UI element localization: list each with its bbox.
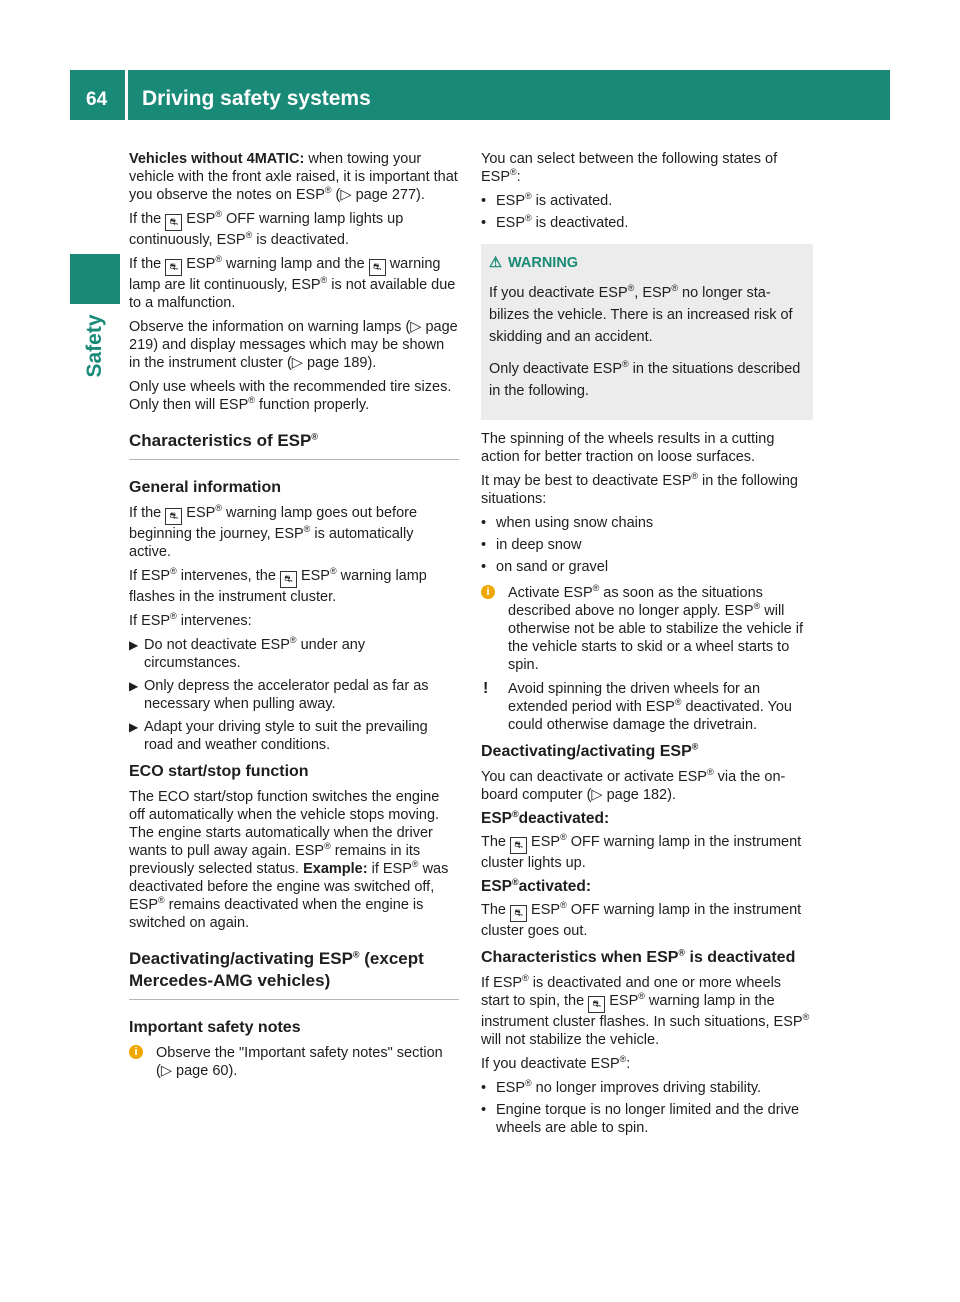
- page-number: 64: [86, 89, 108, 110]
- step-arrow-icon: ▶: [129, 638, 139, 652]
- paragraph: Observe the information on warning lamps (▷ page 219) and display messages which may be shown in the instrument cluster (▷ page 189).: [129, 319, 458, 371]
- paragraph: The spinning of the wheels results in a cutting action for better traction on loose surfaces.: [481, 431, 775, 465]
- esp-off-lamp-icon: ⛐: [510, 837, 527, 854]
- bullet-icon: •: [481, 515, 487, 531]
- info-note: i Observe the "Important safety notes" section (▷ page 60).: [129, 1044, 459, 1080]
- side-tab: [62, 312, 128, 378]
- instruction-step: ▶ Adapt your driving style to suit the prevailing road and weather conditions.: [129, 719, 428, 753]
- esp-lamp-icon: ⛐: [588, 996, 605, 1013]
- info-icon: i: [481, 585, 495, 599]
- subsection-heading: Deactivating/activating ESP®: [481, 741, 699, 760]
- bullet-icon: •: [481, 1080, 487, 1096]
- page-ref-icon: ▷: [291, 355, 303, 371]
- subsection-heading: General information: [129, 479, 282, 496]
- instruction-step: ▶ Do not deactivate ESP® under any circumstances.: [129, 635, 366, 671]
- side-tab-label: Safety: [83, 314, 106, 378]
- bullet-icon: •: [481, 1102, 487, 1118]
- subsection-heading: Characteristics when ESP® is deactivated: [481, 947, 796, 966]
- paragraph: If ESP® is deactivated and one or more wheels start to spin, the ⛐ ESP® warning lamp in the instrument cluster flashes. In such situations, ESP® will not stabilize the vehicle.: [481, 973, 810, 1048]
- page-ref-icon: ▷: [160, 1063, 172, 1079]
- exclamation-icon: !: [483, 680, 489, 697]
- info-note: i Activate ESP® as soon as the situations described above no longer apply. ESP® will otherwise not be able to stabilize the vehicle if the vehicle starts to skid or a wheel starts to spin.: [481, 584, 813, 674]
- bullet-icon: •: [481, 537, 487, 553]
- section-heading: Deactivating/activating ESP® (except Mercedes-AMG vehicles): [129, 948, 459, 1000]
- esp-off-lamp-icon: ⛐: [510, 905, 527, 922]
- list-item: • ESP® no longer improves driving stability.: [481, 1078, 762, 1096]
- esp-off-lamp-icon: ⛐: [369, 259, 386, 276]
- list-item: • in deep snow: [481, 537, 582, 553]
- bullet-icon: •: [481, 559, 487, 575]
- subsection-heading: Important safety notes: [129, 1019, 301, 1036]
- paragraph: You can deactivate or activate ESP® via the on-board computer (▷ page 182).: [481, 767, 786, 803]
- warning-box: [481, 244, 813, 420]
- paragraph: The ⛐ ESP® OFF warning lamp in the instrument cluster lights up.: [481, 832, 802, 871]
- list-item: • when using snow chains: [481, 515, 654, 531]
- caution-note: ! Avoid spinning the driven wheels for an extended period with ESP® deactivated. You could otherwise damage the drivetrain.: [483, 680, 792, 733]
- paragraph: If the ⛐ ESP® warning lamp and the ⛐ warning lamp are lit continuously, ESP® is not available due to a malfunction.: [129, 254, 456, 311]
- esp-lamp-icon: ⛐: [165, 259, 182, 276]
- info-icon: i: [129, 1045, 143, 1059]
- instruction-step: ▶ Only depress the accelerator pedal as far as necessary when pulling away.: [129, 678, 429, 712]
- paragraph: If ESP® intervenes, the ⛐ ESP® warning lamp flashes in the instrument cluster.: [129, 566, 427, 605]
- page-header: [70, 70, 890, 120]
- paragraph: If the ⛐ ESP® warning lamp goes out before beginning the journey, ESP® is automatically active.: [129, 503, 418, 560]
- step-arrow-icon: ▶: [129, 720, 139, 734]
- paragraph: If you deactivate ESP®:: [481, 1054, 631, 1072]
- section-heading: Characteristics of ESP®: [129, 430, 459, 460]
- esp-off-lamp-icon: ⛐: [165, 214, 182, 231]
- subsection-heading: ECO start/stop function: [129, 763, 309, 780]
- step-arrow-icon: ▶: [129, 679, 139, 693]
- list-item: • ESP® is deactivated.: [481, 213, 629, 231]
- page-ref-icon: ▷: [410, 319, 422, 335]
- esp-lamp-icon: ⛐: [165, 508, 182, 525]
- page-ref-icon: ▷: [591, 787, 603, 803]
- right-column: [481, 150, 813, 1141]
- paragraph: The ECO start/stop function switches the engine off automatically when the vehicle stops moving. The engine starts automatically when the driver wants to pull away again. ESP® remains in its previously selected status. Example: if ESP® was deactivated before the engine was switched off, ESP® remains deactivated when the engine is switched on again.: [129, 789, 449, 931]
- paragraph: Vehicles without 4MATIC: when towing your vehicle with the front axle raised, it is important that you observe the notes on ESP® (▷ page 277).: [129, 151, 458, 203]
- subheading: ESP®deactivated:: [481, 808, 610, 827]
- header-title: Driving safety systems: [142, 87, 371, 110]
- warning-triangle-icon: ⚠: [489, 255, 502, 271]
- warning-title: ⚠ WARNING: [489, 255, 579, 271]
- paragraph: Only use wheels with the recommended tire sizes. Only then will ESP® function properly.: [129, 379, 452, 413]
- list-item: • Engine torque is no longer limited and the drive wheels are able to spin.: [481, 1102, 800, 1136]
- side-tab-block: [70, 254, 120, 304]
- left-column: [129, 150, 459, 1086]
- header-divider: [125, 70, 128, 120]
- paragraph: If the ⛐ ESP® OFF warning lamp lights up continuously, ESP® is deactivated.: [129, 209, 404, 248]
- list-item: • ESP® is activated.: [481, 191, 613, 209]
- esp-lamp-icon: ⛐: [280, 571, 297, 588]
- paragraph: It may be best to deactivate ESP® in the following situations:: [481, 471, 798, 507]
- page-ref-icon: ▷: [340, 187, 352, 203]
- paragraph: The ⛐ ESP® OFF warning lamp in the instrument cluster goes out.: [481, 900, 802, 939]
- warning-text: Only deactivate ESP® in the situations described in the following.: [489, 359, 801, 399]
- list-item: • on sand or gravel: [481, 559, 609, 575]
- paragraph: You can select between the following states of ESP®:: [481, 151, 778, 185]
- bullet-icon: •: [481, 215, 487, 231]
- paragraph: If ESP® intervenes:: [129, 611, 252, 629]
- warning-text: If you deactivate ESP®, ESP® no longer stabilizes the vehicle. There is an increased risk of skidding and an accident.: [489, 283, 793, 345]
- subheading: ESP®activated:: [481, 876, 592, 895]
- bullet-icon: •: [481, 193, 487, 209]
